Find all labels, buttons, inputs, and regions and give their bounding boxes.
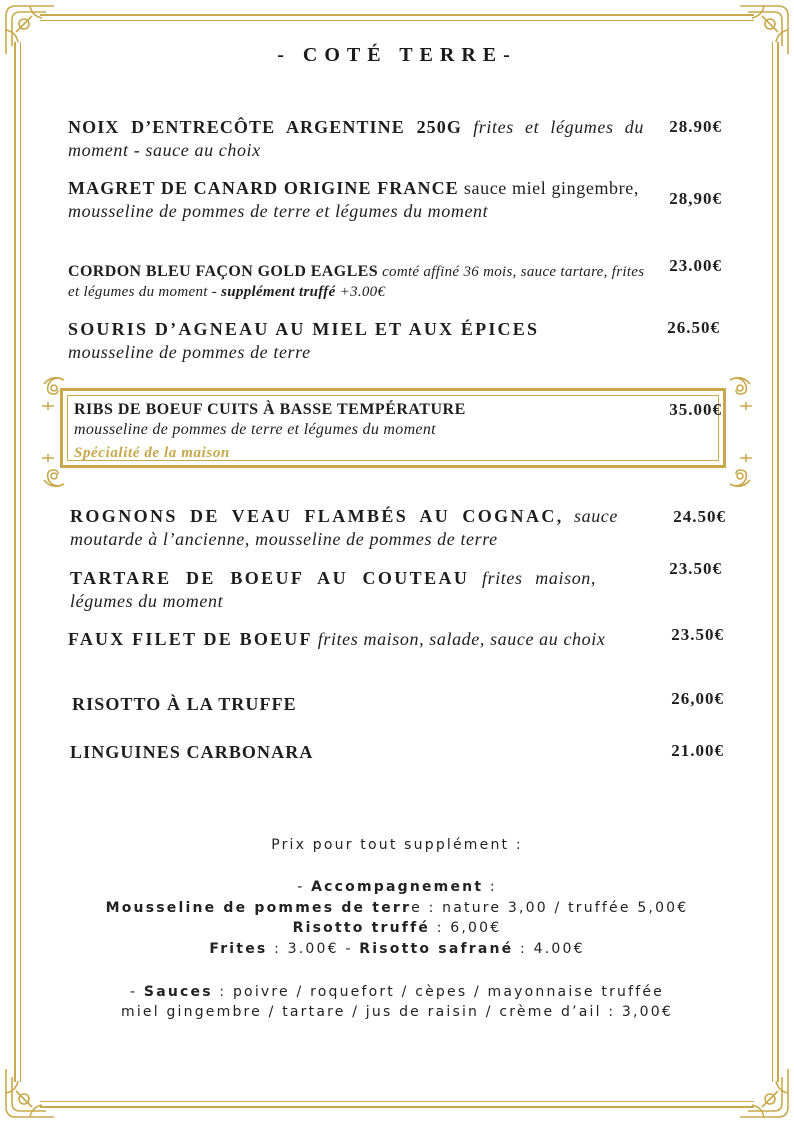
dish-name: RISOTTO À LA TRUFFE	[72, 694, 297, 714]
menu-item	[68, 262, 658, 302]
dish-name: RIBS DE BOEUF CUITS À BASSE TEMPÉRATURE	[74, 401, 466, 418]
dish-name: SOURIS D’AGNEAU AU MIEL ET AUX ÉPICES	[68, 319, 540, 339]
supplements-accompagnement-heading	[0, 879, 794, 895]
dish-price: 21.00€	[671, 741, 724, 760]
sauces-list-1: : poivre / roquefort / cèpes / mayonnaise truffée	[212, 984, 664, 1000]
supplement-line-mousseline	[0, 900, 794, 916]
dish-price: 35.00€	[669, 400, 722, 419]
frame-top-outer	[40, 14, 754, 16]
frame-top-inner	[40, 20, 754, 21]
page-title: - COTÉ TERRE-	[277, 44, 517, 66]
menu-item	[70, 741, 646, 764]
supplement-line-frites	[0, 941, 794, 957]
frites-price: : 3.00€ -	[267, 941, 360, 957]
dash: -	[130, 984, 144, 1000]
fleur-ornament-icon	[714, 452, 754, 492]
dish-name: LINGUINES CARBONARA	[70, 742, 314, 762]
dish-price: 28.90€	[669, 117, 722, 136]
risotto-safrane-label: Risotto safrané	[359, 941, 514, 957]
dish-price: 26,00€	[671, 689, 724, 708]
menu-item	[68, 318, 644, 364]
corner-ornament-icon	[2, 1065, 58, 1121]
dish-price: 28,90€	[669, 189, 722, 208]
dish-description: mousseline de pommes de terre et légumes du moment	[68, 201, 489, 221]
dish-name: ROGNONS DE VEAU FLAMBÉS AU COGNAC,	[70, 506, 564, 526]
menu-item	[68, 116, 644, 162]
dish-name: NOIX D’ENTRECÔTE ARGENTINE 250G	[68, 117, 462, 137]
risotto-truffe-label: Risotto truffé	[292, 920, 431, 936]
dish-name: FAUX FILET DE BOEUF	[68, 629, 313, 649]
risotto-safrane-price: : 4.00€	[513, 941, 585, 957]
dish-description: mousseline de pommes de terre et légumes du moment	[74, 421, 436, 438]
dish-description: comté affiné 36 mois, sauce tartare, frites et légumes du moment -	[68, 264, 645, 300]
mousseline-price: : nature 3,00 / truffée 5,00€	[421, 900, 689, 916]
special-badge: Spécialité de la maison	[74, 445, 230, 461]
dish-extra: +3.00€	[335, 284, 386, 300]
dish-price: 23.50€	[669, 559, 722, 578]
accompagnement-label: Accompagnement	[311, 879, 484, 895]
dish-description: frites maison, salade, sauce au choix	[312, 629, 606, 649]
supplement-sauces-line1	[0, 984, 794, 1000]
dish-name: CORDON BLEU FAÇON GOLD EAGLES	[68, 263, 379, 280]
dish-name: MAGRET DE CANARD ORIGINE FRANCE	[68, 178, 459, 198]
dish-description: frites maison, légumes du moment	[70, 568, 596, 611]
dish-extra-bold: supplément truffé	[221, 284, 336, 300]
dish-price: 26.50€	[667, 318, 720, 337]
sauces-label: Sauces	[143, 984, 213, 1000]
dash: -	[297, 879, 312, 895]
dish-description-plain: sauce miel gingembre,	[458, 178, 639, 198]
frame-bottom-outer	[40, 1106, 754, 1108]
dish-price: 23.00€	[669, 256, 722, 275]
risotto-truffe-price: : 6,00€	[430, 920, 502, 936]
menu-item	[72, 693, 648, 716]
menu-item	[68, 628, 634, 651]
dish-name: TARTARE DE BOEUF AU COUTEAU	[70, 568, 470, 588]
dish-description: frites et légumes du moment - sauce au choix	[68, 117, 644, 160]
menu-item	[70, 505, 618, 551]
supplement-line-risotto	[0, 920, 794, 936]
corner-ornament-icon	[736, 1065, 792, 1121]
menu-item	[70, 567, 596, 613]
menu-item	[68, 177, 644, 223]
dish-description: sauce moutarde à l’ancienne, mousseline de pommes de terre	[70, 506, 618, 549]
colon: :	[483, 879, 497, 895]
menu-item-featured	[74, 400, 634, 466]
mousseline-label: Mousseline de pommes de terr	[105, 900, 412, 916]
dish-price: 23.50€	[671, 625, 724, 644]
dish-description: mousseline de pommes de terre	[68, 342, 311, 362]
supplements-intro: Prix pour tout supplément :	[271, 837, 523, 853]
frame-bottom-inner	[40, 1101, 754, 1102]
supplement-sauces-line2: miel gingembre / tartare / jus de raisin / crème d’ail : 3,00€	[120, 1004, 673, 1020]
dish-price: 24.50€	[673, 507, 726, 526]
frites-label: Frites	[209, 941, 268, 957]
mousseline-label-end: e	[411, 900, 422, 916]
